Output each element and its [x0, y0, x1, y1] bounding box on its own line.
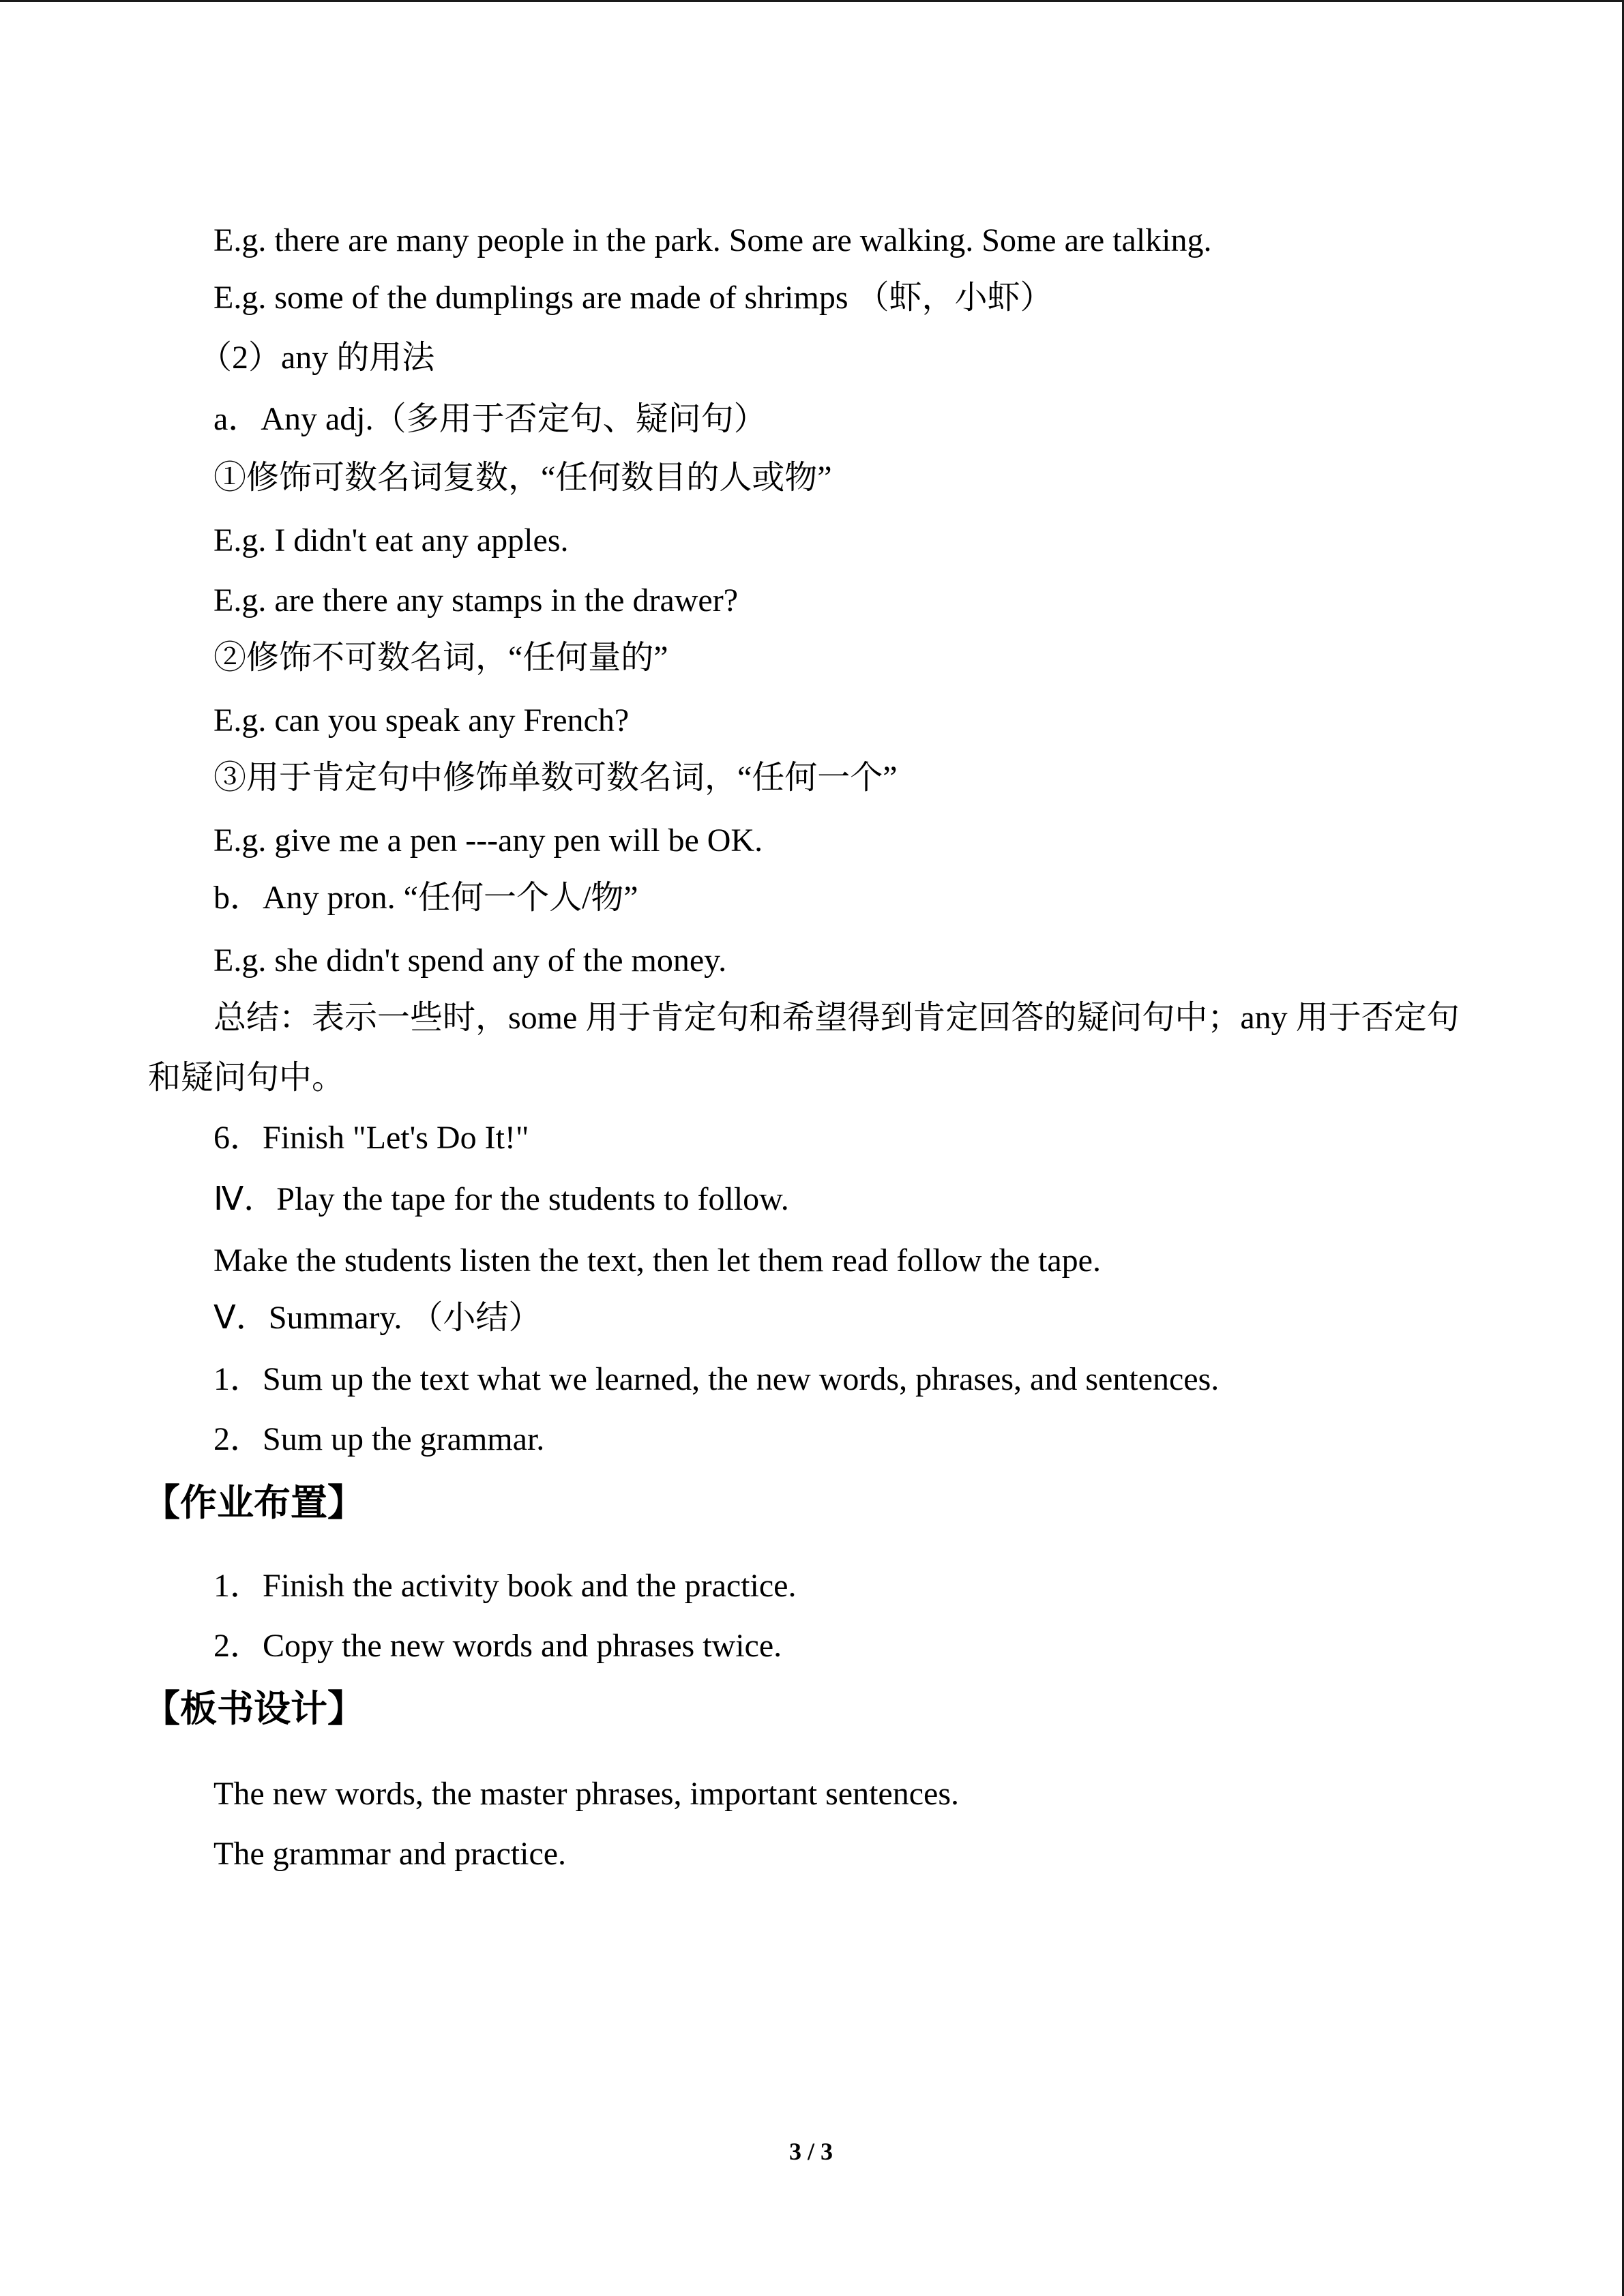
any-adj-rule-2: ②修饰不可数名词，“任何量的”: [213, 640, 668, 676]
step-iv-title: Ⅳ．Play the tape for the students to follow.: [213, 1181, 789, 1217]
any-adj-rule-1: ①修饰可数名词复数，“任何数目的人或物”: [213, 460, 832, 496]
step-6: 6．Finish "Let's Do It!": [213, 1120, 529, 1156]
any-adj-rule-1-example-1: E.g. I didn't eat any apples.: [213, 522, 569, 558]
homework-heading: 【作业布置】: [143, 1481, 364, 1524]
grammar-summary-line-1: 总结：表示一些时，some 用于肯定句和希望得到肯定回答的疑问句中；any 用于否定句: [213, 1000, 1460, 1036]
step-v-item-1: 1．Sum up the text what we learned, the new words, phrases, and sentences.: [213, 1361, 1220, 1397]
any-adj-rule-3-example-1: E.g. give me a pen ---any pen will be OK.: [213, 822, 763, 859]
step-v-item-2: 2．Sum up the grammar.: [213, 1421, 545, 1457]
step-iv-detail: Make the students listen the text, then let them read follow the tape.: [213, 1242, 1101, 1279]
board-design-item-1: The new words, the master phrases, important sentences.: [213, 1776, 960, 1812]
some-example-1: E.g. there are many people in the park. Some are walking. Some are talking.: [213, 222, 1212, 258]
grammar-summary-line-2: 和疑问句中。: [148, 1060, 345, 1096]
any-adj-rule-1-example-2: E.g. are there any stamps in the drawer?: [213, 582, 739, 618]
step-v-title: Ⅴ．Summary. （小结）: [213, 1300, 542, 1336]
any-adj-rule-3: ③用于肯定句中修饰单数可数名词，“任何一个”: [213, 760, 898, 796]
any-pron-example-1: E.g. she didn't spend any of the money.: [213, 942, 727, 979]
homework-item-1: 1．Finish the activity book and the practice.: [213, 1568, 797, 1604]
board-design-heading: 【板书设计】: [143, 1687, 364, 1730]
any-adj-title: a．Any adj.（多用于否定句、疑问句）: [213, 401, 767, 437]
any-pron-title: b．Any pron. “任何一个人/物”: [213, 880, 638, 916]
any-usage-title: （2）any 的用法: [199, 340, 435, 376]
board-design-item-2: The grammar and practice.: [213, 1836, 567, 1872]
some-example-2: E.g. some of the dumplings are made of shrimps （虾，小虾）: [213, 280, 1053, 316]
page-number: 3 / 3: [788, 2138, 833, 2165]
homework-item-2: 2．Copy the new words and phrases twice.: [213, 1628, 782, 1664]
any-adj-rule-2-example-1: E.g. can you speak any French?: [213, 702, 630, 739]
